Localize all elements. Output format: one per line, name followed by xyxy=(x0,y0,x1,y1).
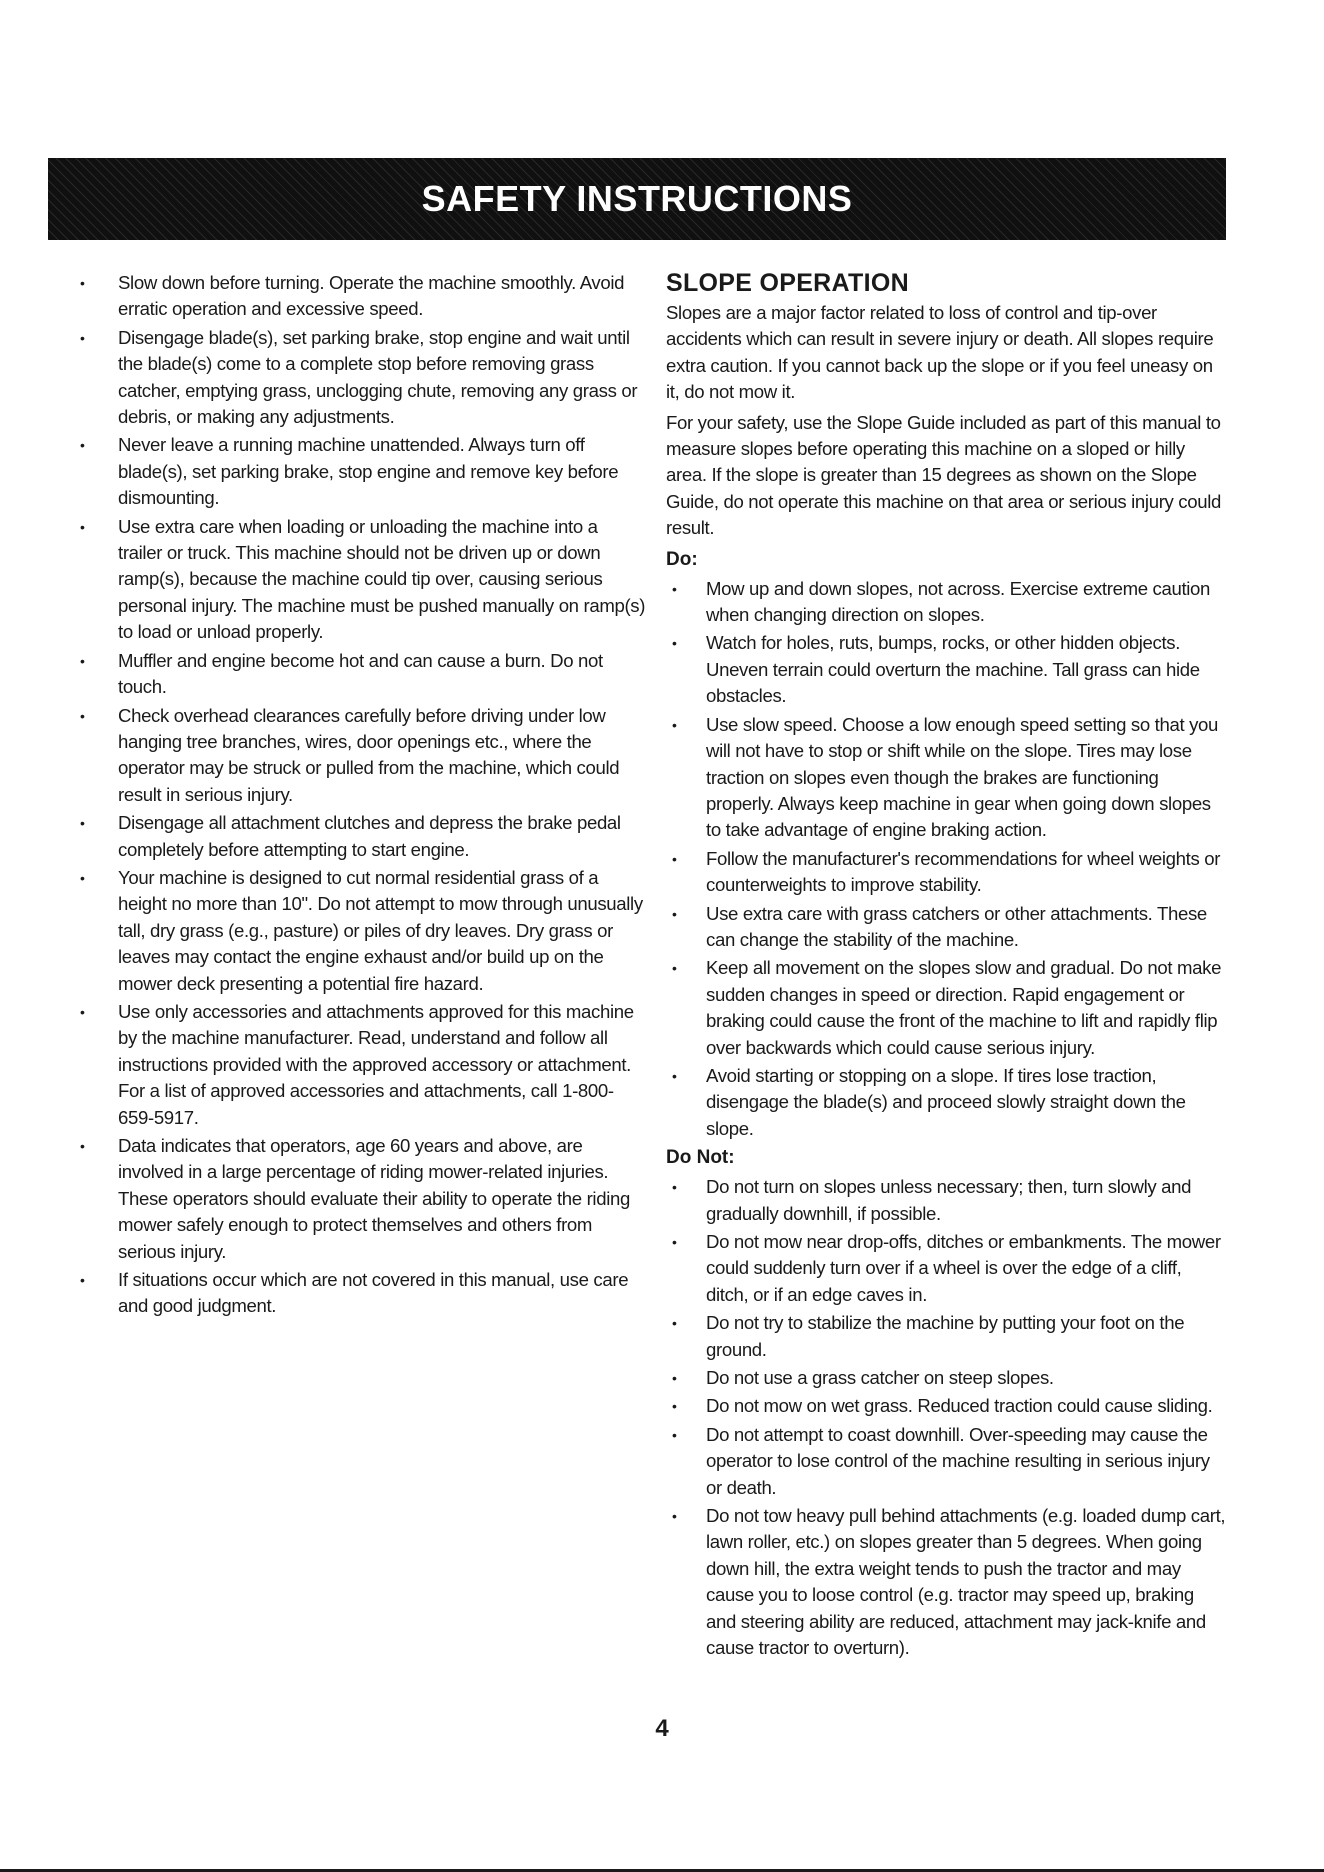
list-item: • Do not mow on wet grass. Reduced traction could cause sliding. xyxy=(666,1393,1226,1419)
slope-intro-paragraph: Slopes are a major factor related to loss of control and tip-over accidents which can result in severe injury or death. All slopes require extra caution. If you cannot back up the slope or if you feel uneasy on it, do not mow it. xyxy=(666,302,1214,403)
list-item: • Do not try to stabilize the machine by putting your foot on the ground. xyxy=(666,1310,1226,1363)
list-item: • Keep all movement on the slopes slow and gradual. Do not make sudden changes in speed or direction. Rapid engagement or braking could cause the front of the machine to lift and rapidly flip over backwards which could cause serious injury. xyxy=(666,955,1226,1061)
list-item: • Do not tow heavy pull behind attachments (e.g. loaded dump cart, lawn roller, etc.) on slopes greater than 5 degrees. When going down hill, the extra weight tends to push the tractor and may cause you to loose control (e.g. tractor may speed up, braking and steering ability are reduced, attachment may jack-knife and cause tractor to overturn). xyxy=(666,1503,1226,1661)
list-item: • Use extra care with grass catchers or other attachments. These can change the stability of the machine. xyxy=(666,901,1226,954)
list-item: • Use extra care when loading or unloading the machine into a trailer or truck. This machine should not be driven up or down ramp(s), because the machine could tip over, causing serious personal injury. The machine must be pushed manually on ramp(s) to load or unload properly. xyxy=(70,514,646,646)
section-banner xyxy=(48,158,1226,240)
list-item: • Mow up and down slopes, not across. Exercise extreme caution when changing direction on slopes. xyxy=(666,576,1226,629)
list-item: • Muffler and engine become hot and can cause a burn. Do not touch. xyxy=(70,648,646,701)
list-item: • Disengage all attachment clutches and depress the brake pedal completely before attempting to start engine. xyxy=(70,810,646,863)
list-item: • Disengage blade(s), set parking brake, stop engine and wait until the blade(s) come to a complete stop before removing grass catcher, emptying grass, unclogging chute, removing any grass or debris, or making any adjustments. xyxy=(70,325,646,431)
do-heading: Do: xyxy=(666,548,698,570)
list-item: • Never leave a running machine unattended. Always turn off blade(s), set parking brake, stop engine and remove key before dismounting. xyxy=(70,432,646,511)
list-item: • Data indicates that operators, age 60 years and above, are involved in a large percentage of riding mower-related injuries. These operators should evaluate their ability to operate the riding mower safely enough to protect themselves and others from serious injury. xyxy=(70,1133,646,1265)
right-column xyxy=(666,270,1226,1664)
page-number: 4 xyxy=(655,1715,669,1742)
list-item: • Watch for holes, ruts, bumps, rocks, or other hidden objects. Uneven terrain could overturn the machine. Tall grass can hide obstacles. xyxy=(666,630,1226,709)
slope-guide-paragraph: For your safety, use the Slope Guide included as part of this manual to measure slopes before operating this machine on a sloped or hilly area. If the slope is greater than 15 degrees as shown on the Slope Guide, do not operate this machine on that area or serious injury could result. xyxy=(666,411,1221,539)
list-item: • Your machine is designed to cut normal residential grass of a height no more than 10". Do not attempt to mow through unusually tall, dry grass (e.g., pasture) or piles of dry leaves. Dry grass or leaves may contact the engine exhaust and/or build up on the mower deck presenting a potential fire hazard. xyxy=(70,865,646,997)
list-item: • Follow the manufacturer's recommendations for wheel weights or counterweights to improve stability. xyxy=(666,846,1226,899)
list-item: • Check overhead clearances carefully before driving under low hanging tree branches, wires, door openings etc., where the operator may be struck or pulled from the machine, which could result in serious injury. xyxy=(70,703,646,809)
list-item: • Use slow speed. Choose a low enough speed setting so that you will not have to stop or shift while on the slope. Tires may lose traction on slopes even though the brakes are functioning properly. Always keep machine in gear when going down slopes to take advantage of engine braking action. xyxy=(666,712,1226,844)
list-item: • Use only accessories and attachments approved for this machine by the machine manufacturer. Read, understand and follow all instructions provided with the approved accessory or attachment. For a list of approved accessories and attachments, call 1-800-659-5917. xyxy=(70,999,646,1131)
do-list xyxy=(666,576,1226,1143)
page-title: SAFETY INSTRUCTIONS xyxy=(421,178,853,219)
list-item: • Do not mow near drop-offs, ditches or embankments. The mower could suddenly turn over if a wheel is over the edge of a cliff, ditch, or if an edge caves in. xyxy=(666,1229,1226,1308)
list-item: • If situations occur which are not covered in this manual, use care and good judgment. xyxy=(70,1267,646,1320)
safety-list xyxy=(70,270,646,1320)
slope-operation-heading: SLOPE OPERATION xyxy=(666,269,909,297)
list-item: • Slow down before turning. Operate the machine smoothly. Avoid erratic operation and excessive speed. xyxy=(70,270,646,323)
list-item: • Do not attempt to coast downhill. Over-speeding may cause the operator to lose control of the machine resulting in serious injury or death. xyxy=(666,1422,1226,1501)
list-item: • Avoid starting or stopping on a slope. If tires lose traction, disengage the blade(s) and proceed slowly straight down the slope. xyxy=(666,1063,1226,1142)
list-item: • Do not use a grass catcher on steep slopes. xyxy=(666,1365,1226,1391)
do-not-heading: Do Not: xyxy=(666,1147,735,1169)
do-not-list xyxy=(666,1174,1226,1661)
list-item: • Do not turn on slopes unless necessary; then, turn slowly and gradually downhill, if possible. xyxy=(666,1174,1226,1227)
left-column xyxy=(70,270,646,1322)
